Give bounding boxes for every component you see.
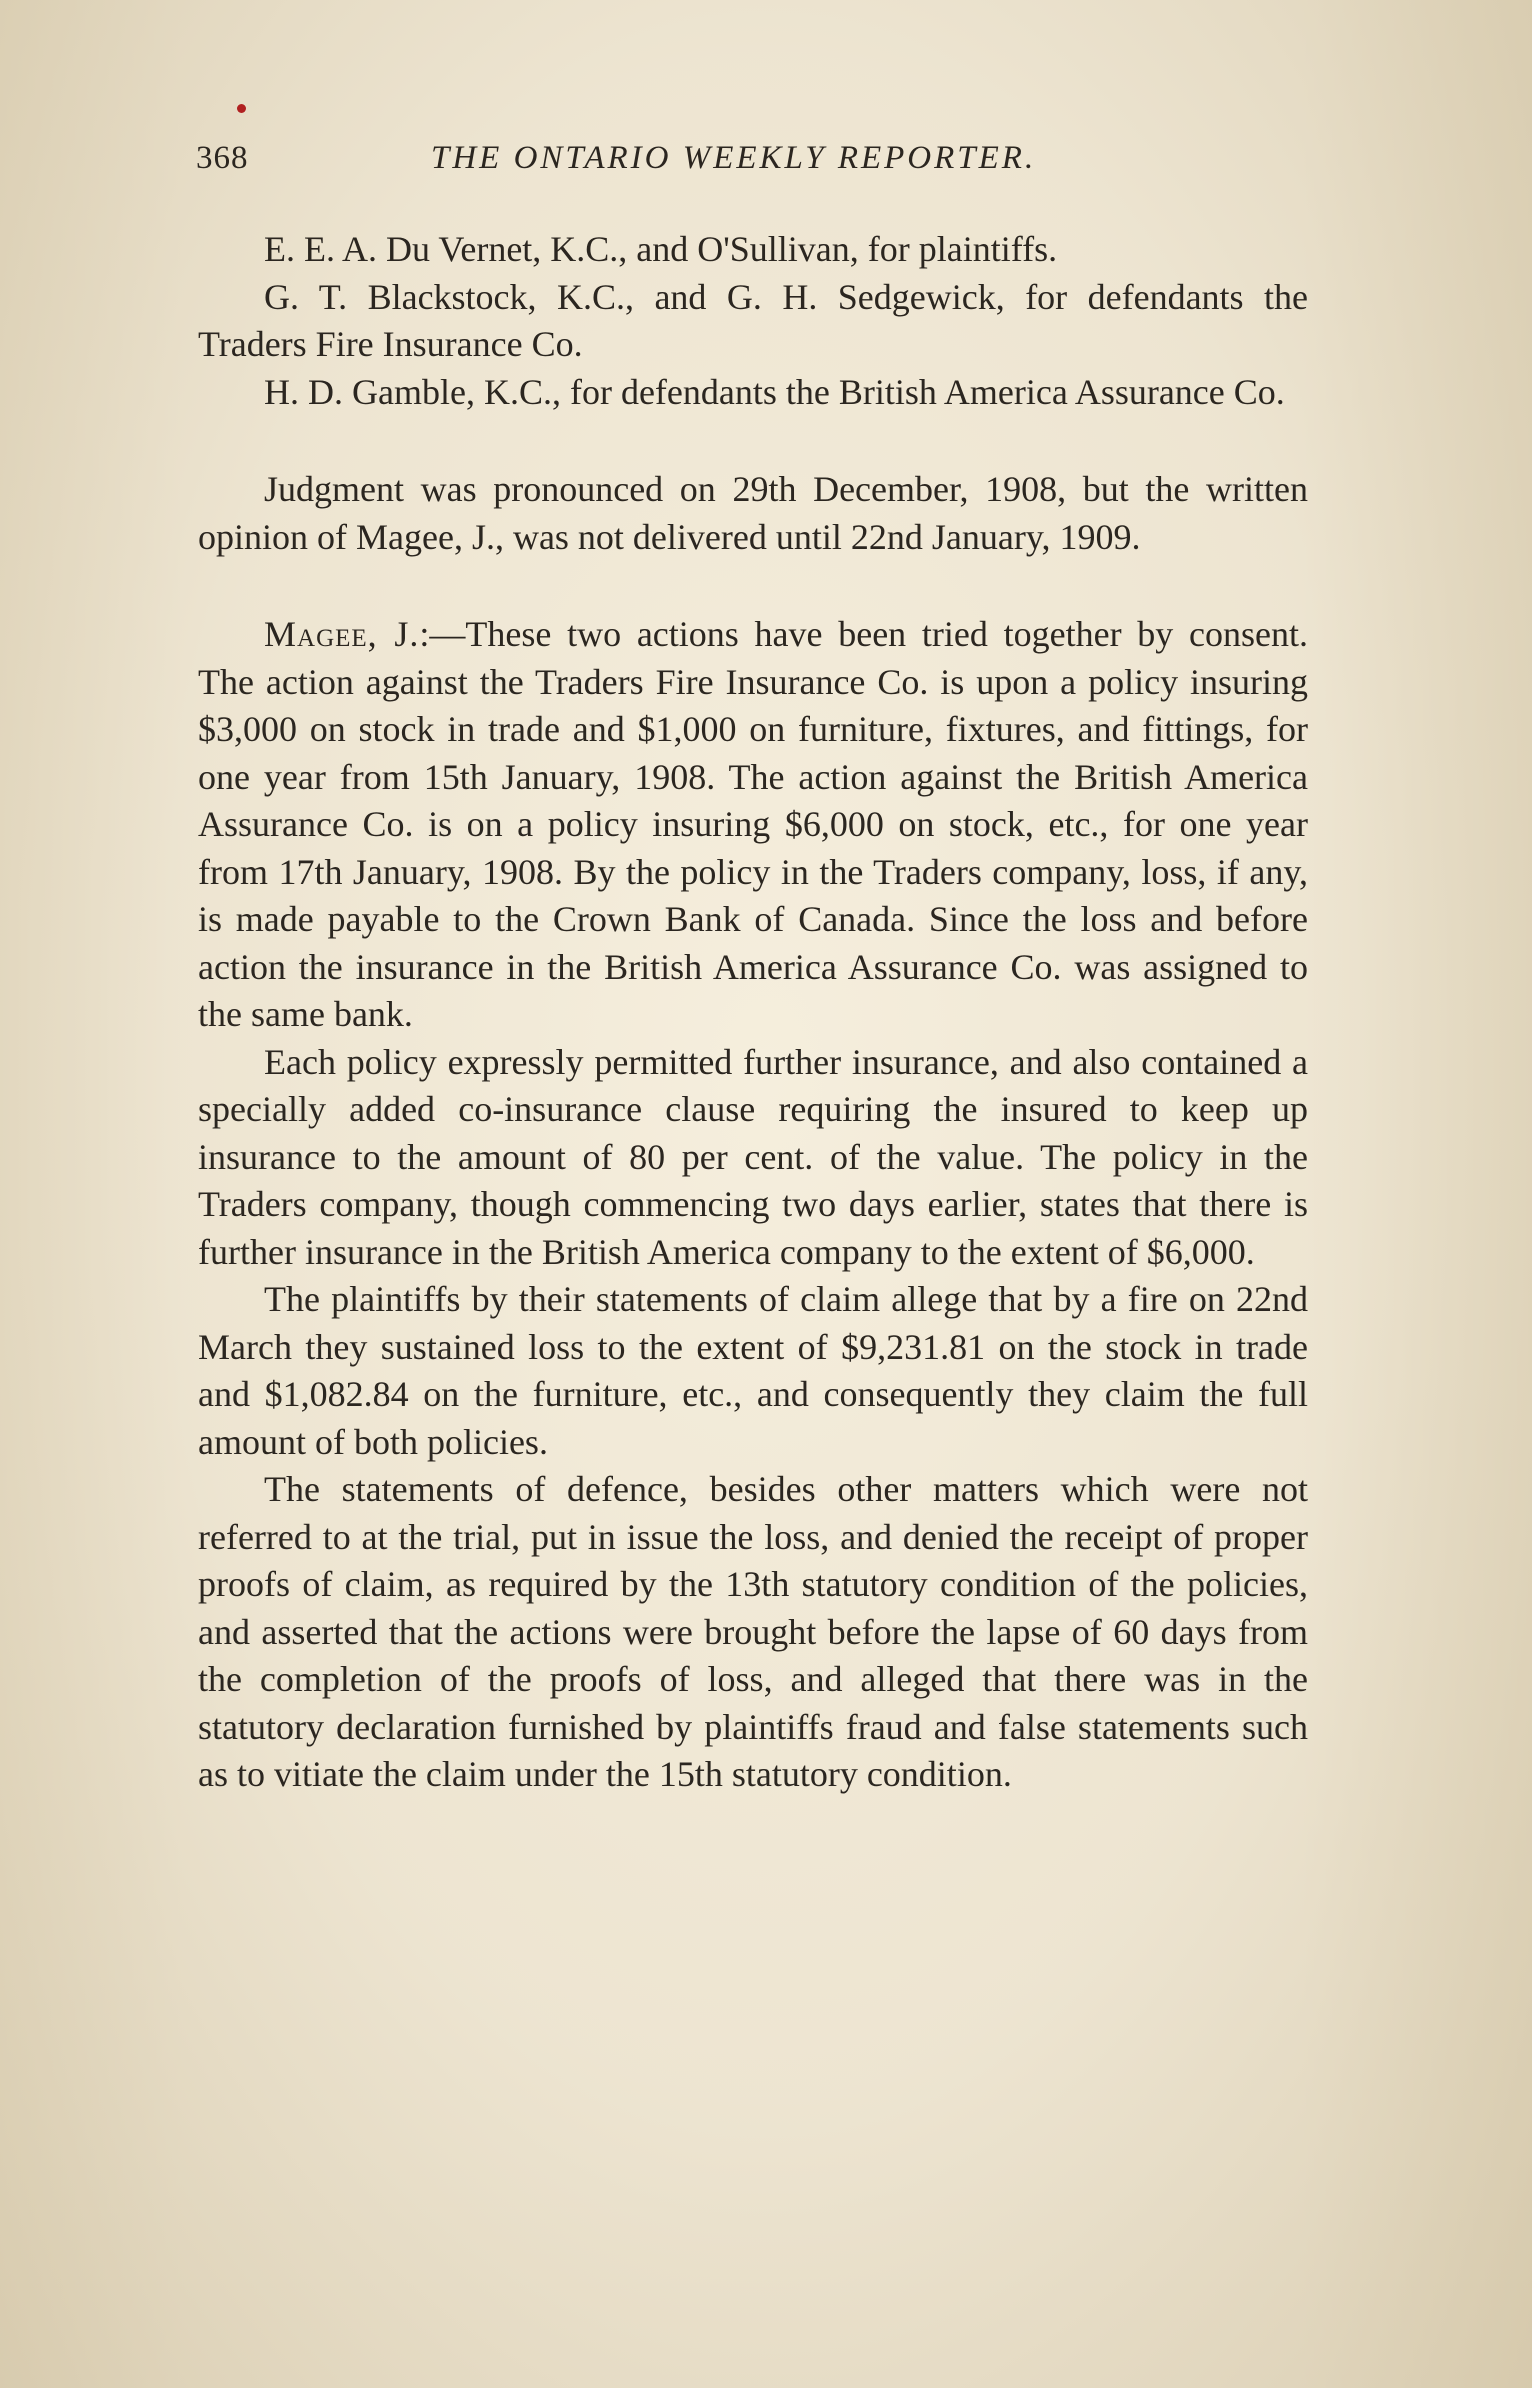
ink-speck xyxy=(237,104,246,113)
opinion-paragraph: The statements of defence, besides other matters which were not referred to at the trial, put in issue the loss, and denied the receipt of proper proofs of claim, as required by the 13th statutory condition of the policies, and asserted that the actions were brought before the lapse of 60 days from the completion of the proofs of loss, and alleged that there was in the statutory declaration furnished by plaintiffs fraud and false statements such as to vitiate the claim under the 15th statutory condition. xyxy=(198,1469,1308,1794)
running-head xyxy=(196,140,1326,190)
counsel-british-america-defendants: H. D. Gamble, K.C., for defendants the British America Assurance Co. xyxy=(264,371,1285,412)
page-number: 368 xyxy=(196,140,249,176)
journal-title: THE ONTARIO WEEKLY REPORTER. xyxy=(431,140,1037,176)
page-body xyxy=(198,226,1308,1799)
opinion-paragraph xyxy=(198,611,1308,1039)
counsel-traders-defendants: G. T. Blackstock, K.C., and G. H. Sedgewick, for defendants the Traders Fire Insurance Co. xyxy=(198,276,1308,364)
judgment-note: Judgment was pronounced on 29th December, 1908, but the written opinion of Magee, J., was not delivered until 22nd January, 1909. xyxy=(198,469,1308,557)
opinion-paragraph-text: :—These two actions have been tried together by consent. The action against the Traders Fire Insurance Co. is upon a policy insuring $3,000 on stock in trade and $1,000 on furniture, fixtures, and fittings, for one year from 15th January, 1908. The action against the British America Assurance Co. is on a policy insuring $6,000 on stock, etc., for one year from 17th January, 1908. By the policy in the Traders company, loss, if any, is made payable to the Crown Bank of Canada. Since the loss and before action the insurance in the British America Assurance Co. was assigned to the same bank. xyxy=(198,614,1308,1034)
judge-name: Magee, J. xyxy=(264,614,420,654)
counsel-plaintiffs: E. E. A. Du Vernet, K.C., and O'Sullivan, for plaintiffs. xyxy=(264,229,1058,269)
opinion-paragraph: Each policy expressly permitted further insurance, and also contained a specially added co-insurance clause requiring the insured to keep up insurance to the amount of 80 per cent. of the value. The policy in the Traders company, though commencing two days earlier, states that there is further insurance in the British America company to the extent of $6,000. xyxy=(198,1041,1308,1272)
opinion-paragraph: The plaintiffs by their statements of claim allege that by a fire on 22nd March they sustained loss to the extent of $9,231.81 on the stock in trade and $1,082.84 on the furniture, etc., and consequently they claim the full amount of both policies. xyxy=(198,1279,1308,1462)
